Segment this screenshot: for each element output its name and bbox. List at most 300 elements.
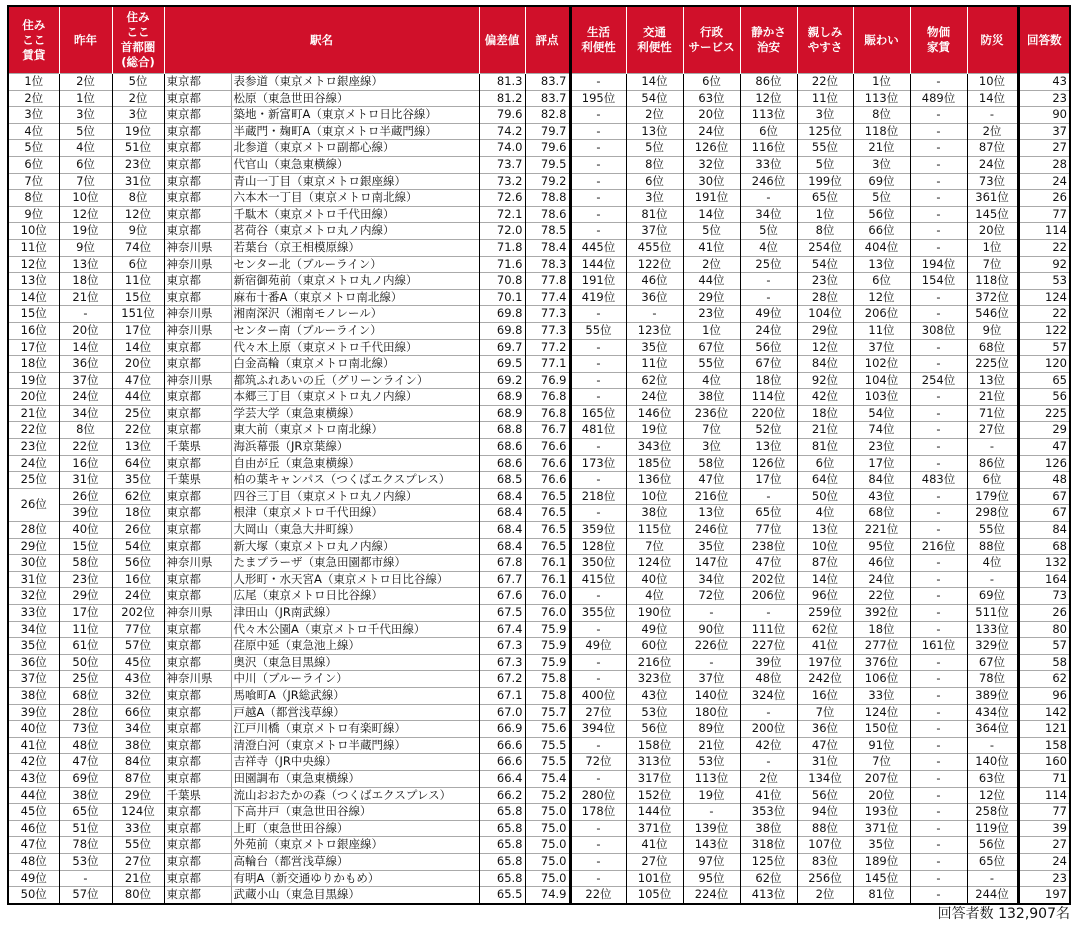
cell-respondents: 122: [1018, 322, 1070, 339]
cell-safety: -: [740, 190, 797, 207]
cell-metro-overall: 11位: [112, 273, 164, 290]
cell-disaster: 78位: [967, 671, 1018, 688]
cell-rank: 36位: [8, 654, 59, 671]
cell-prefecture: 東京都: [164, 538, 231, 555]
cell-safety: 318位: [740, 837, 797, 854]
cell-deviation: 69.5: [479, 356, 525, 373]
cell-friendliness: 12位: [797, 339, 853, 356]
cell-friendliness: 81位: [797, 439, 853, 456]
cell-respondents: 73: [1018, 588, 1070, 605]
cell-safety: 113位: [740, 107, 797, 124]
header-respondents: 回答数: [1018, 6, 1070, 74]
cell-transport: 14位: [626, 74, 683, 91]
cell-administration: 147位: [683, 555, 740, 572]
table-row: [8, 273, 1070, 290]
cell-living: -: [570, 588, 626, 605]
cell-friendliness: 259位: [797, 605, 853, 622]
cell-metro-overall: 22位: [112, 422, 164, 439]
cell-friendliness: 56位: [797, 787, 853, 804]
cell-respondents: 197: [1018, 887, 1070, 904]
cell-station-name: 流山おおたかの森（つくばエクスプレス）: [231, 787, 479, 804]
cell-prefecture: 東京都: [164, 156, 231, 173]
cell-safety: 56位: [740, 339, 797, 356]
cell-administration: 44位: [683, 273, 740, 290]
cell-previous-year: 31位: [59, 472, 112, 489]
cell-liveliness: 74位: [853, 422, 910, 439]
cell-metro-overall: 15位: [112, 289, 164, 306]
cell-friendliness: 50位: [797, 488, 853, 505]
cell-rank: 29位: [8, 538, 59, 555]
cell-score: 76.0: [525, 588, 570, 605]
cell-station-name: 高輪台（都営浅草線）: [231, 853, 479, 870]
cell-living: 400位: [570, 687, 626, 704]
cell-transport: 216位: [626, 654, 683, 671]
cell-rank: 45位: [8, 804, 59, 821]
cell-transport: 158位: [626, 737, 683, 754]
cell-living: -: [570, 223, 626, 240]
table-row: [8, 605, 1070, 622]
cell-previous-year: -: [59, 870, 112, 887]
cell-friendliness: 3位: [797, 107, 853, 124]
cell-prices: -: [910, 787, 967, 804]
cell-prices: -: [910, 206, 967, 223]
cell-metro-overall: 31位: [112, 173, 164, 190]
cell-liveliness: 95位: [853, 538, 910, 555]
cell-liveliness: 22位: [853, 588, 910, 605]
cell-living: -: [570, 107, 626, 124]
cell-score: 75.9: [525, 638, 570, 655]
cell-previous-year: 26位: [59, 488, 112, 505]
cell-transport: 35位: [626, 339, 683, 356]
cell-deviation: 67.4: [479, 621, 525, 638]
table-row: [8, 538, 1070, 555]
cell-friendliness: 21位: [797, 422, 853, 439]
table-row: [8, 505, 1070, 522]
cell-prices: -: [910, 837, 967, 854]
cell-metro-overall: 21位: [112, 870, 164, 887]
cell-administration: 113位: [683, 770, 740, 787]
cell-living: 445位: [570, 239, 626, 256]
cell-safety: 39位: [740, 654, 797, 671]
table-row: [8, 455, 1070, 472]
cell-respondents: 92: [1018, 256, 1070, 273]
cell-disaster: 361位: [967, 190, 1018, 207]
cell-administration: 13位: [683, 505, 740, 522]
cell-friendliness: 107位: [797, 837, 853, 854]
cell-deviation: 73.7: [479, 156, 525, 173]
cell-administration: 126位: [683, 140, 740, 157]
cell-disaster: 225位: [967, 356, 1018, 373]
header-administration: 行政 サービス: [683, 6, 740, 74]
cell-prices: -: [910, 588, 967, 605]
cell-prices: -: [910, 754, 967, 771]
cell-safety: 18位: [740, 372, 797, 389]
cell-score: 78.8: [525, 190, 570, 207]
cell-living: 195位: [570, 90, 626, 107]
cell-prices: 216位: [910, 538, 967, 555]
cell-rank: 11位: [8, 239, 59, 256]
cell-metro-overall: 20位: [112, 356, 164, 373]
cell-station-name: 新大塚（東京メトロ丸ノ内線）: [231, 538, 479, 555]
cell-safety: 47位: [740, 555, 797, 572]
cell-rank: 2位: [8, 90, 59, 107]
cell-prefecture: 東京都: [164, 273, 231, 290]
cell-prices: 489位: [910, 90, 967, 107]
cell-liveliness: 18位: [853, 621, 910, 638]
cell-previous-year: 65位: [59, 804, 112, 821]
cell-disaster: 119位: [967, 820, 1018, 837]
cell-score: 76.1: [525, 571, 570, 588]
cell-metro-overall: 44位: [112, 389, 164, 406]
cell-liveliness: 66位: [853, 223, 910, 240]
cell-living: -: [570, 820, 626, 837]
table-row: [8, 422, 1070, 439]
cell-prefecture: 東京都: [164, 571, 231, 588]
cell-administration: 89位: [683, 721, 740, 738]
cell-station-name: 武蔵小山（東急目黒線）: [231, 887, 479, 904]
cell-metro-overall: 17位: [112, 322, 164, 339]
cell-liveliness: 46位: [853, 555, 910, 572]
cell-prefecture: 東京都: [164, 522, 231, 539]
cell-station-name: センター北（ブルーライン）: [231, 256, 479, 273]
cell-safety: 246位: [740, 173, 797, 190]
cell-transport: 40位: [626, 571, 683, 588]
cell-safety: 65位: [740, 505, 797, 522]
header-liveliness: 賑わい: [853, 6, 910, 74]
cell-prefecture: 神奈川県: [164, 372, 231, 389]
cell-respondents: 47: [1018, 439, 1070, 456]
cell-friendliness: 4位: [797, 505, 853, 522]
cell-score: 83.7: [525, 90, 570, 107]
cell-living: -: [570, 654, 626, 671]
cell-metro-overall: 16位: [112, 571, 164, 588]
cell-station-name: 湘南深沢（湘南モノレール）: [231, 306, 479, 323]
cell-safety: 111位: [740, 621, 797, 638]
header-previous-year: 昨年: [59, 6, 112, 74]
cell-living: -: [570, 339, 626, 356]
cell-transport: 2位: [626, 107, 683, 124]
cell-prefecture: 東京都: [164, 754, 231, 771]
cell-transport: 37位: [626, 223, 683, 240]
cell-safety: 126位: [740, 455, 797, 472]
cell-prefecture: 東京都: [164, 721, 231, 738]
cell-rank: 35位: [8, 638, 59, 655]
cell-rank: 5位: [8, 140, 59, 157]
cell-deviation: 67.5: [479, 605, 525, 622]
cell-liveliness: 113位: [853, 90, 910, 107]
cell-living: -: [570, 837, 626, 854]
cell-deviation: 67.3: [479, 654, 525, 671]
cell-safety: 49位: [740, 306, 797, 323]
cell-score: 75.0: [525, 853, 570, 870]
cell-prefecture: 東京都: [164, 687, 231, 704]
table-body: [8, 74, 1070, 904]
cell-liveliness: 24位: [853, 571, 910, 588]
cell-prices: -: [910, 571, 967, 588]
table-row: [8, 239, 1070, 256]
cell-transport: 3位: [626, 190, 683, 207]
cell-prefecture: 東京都: [164, 289, 231, 306]
cell-administration: 226位: [683, 638, 740, 655]
cell-prices: -: [910, 887, 967, 904]
cell-prefecture: 東京都: [164, 339, 231, 356]
cell-respondents: 65: [1018, 372, 1070, 389]
cell-prefecture: 神奈川県: [164, 555, 231, 572]
table-row: [8, 190, 1070, 207]
cell-friendliness: 96位: [797, 588, 853, 605]
cell-respondents: 28: [1018, 156, 1070, 173]
cell-rank: 44位: [8, 787, 59, 804]
cell-prices: -: [910, 289, 967, 306]
cell-previous-year: 20位: [59, 322, 112, 339]
cell-metro-overall: 34位: [112, 721, 164, 738]
cell-station-name: 新宿御苑前（東京メトロ丸ノ内線）: [231, 273, 479, 290]
cell-rank: 50位: [8, 887, 59, 904]
cell-respondents: 142: [1018, 704, 1070, 721]
cell-friendliness: 65位: [797, 190, 853, 207]
cell-previous-year: 40位: [59, 522, 112, 539]
cell-metro-overall: 25位: [112, 405, 164, 422]
cell-deviation: 67.3: [479, 638, 525, 655]
cell-administration: 55位: [683, 356, 740, 373]
cell-administration: 20位: [683, 107, 740, 124]
cell-rank: 10位: [8, 223, 59, 240]
cell-respondents: 96: [1018, 687, 1070, 704]
cell-respondents: 120: [1018, 356, 1070, 373]
cell-previous-year: 17位: [59, 605, 112, 622]
cell-previous-year: 57位: [59, 887, 112, 904]
cell-rank: 28位: [8, 522, 59, 539]
cell-liveliness: 81位: [853, 887, 910, 904]
table-row: [8, 488, 1070, 505]
cell-deviation: 70.8: [479, 273, 525, 290]
cell-liveliness: 103位: [853, 389, 910, 406]
cell-score: 76.8: [525, 389, 570, 406]
cell-prefecture: 東京都: [164, 887, 231, 904]
cell-previous-year: 9位: [59, 239, 112, 256]
table-header-row: [8, 6, 1070, 74]
cell-friendliness: 7位: [797, 704, 853, 721]
cell-score: 78.4: [525, 239, 570, 256]
cell-administration: 47位: [683, 472, 740, 489]
cell-friendliness: 87位: [797, 555, 853, 572]
cell-deviation: 67.6: [479, 588, 525, 605]
cell-prices: 308位: [910, 322, 967, 339]
table-row: [8, 687, 1070, 704]
cell-previous-year: 2位: [59, 74, 112, 91]
cell-respondents: 132: [1018, 555, 1070, 572]
cell-transport: 43位: [626, 687, 683, 704]
cell-safety: -: [740, 273, 797, 290]
cell-deviation: 68.6: [479, 439, 525, 456]
cell-friendliness: 11位: [797, 90, 853, 107]
cell-living: 355位: [570, 605, 626, 622]
cell-disaster: -: [967, 737, 1018, 754]
table-row: [8, 853, 1070, 870]
cell-deviation: 69.2: [479, 372, 525, 389]
cell-prefecture: 神奈川県: [164, 671, 231, 688]
cell-rank: 16位: [8, 322, 59, 339]
table-row: [8, 472, 1070, 489]
table-row: [8, 140, 1070, 157]
cell-respondents: 71: [1018, 770, 1070, 787]
cell-score: 77.3: [525, 306, 570, 323]
cell-respondents: 43: [1018, 74, 1070, 91]
cell-previous-year: 39位: [59, 505, 112, 522]
cell-friendliness: 16位: [797, 687, 853, 704]
cell-friendliness: 54位: [797, 256, 853, 273]
cell-respondents: 26: [1018, 605, 1070, 622]
cell-transport: 323位: [626, 671, 683, 688]
cell-score: 76.5: [525, 488, 570, 505]
cell-previous-year: 78位: [59, 837, 112, 854]
cell-station-name: 馬喰町A（JR総武線）: [231, 687, 479, 704]
cell-safety: -: [740, 488, 797, 505]
cell-rank: 17位: [8, 339, 59, 356]
cell-metro-overall: 57位: [112, 638, 164, 655]
cell-rank: 19位: [8, 372, 59, 389]
cell-rank: 46位: [8, 820, 59, 837]
cell-administration: 53位: [683, 754, 740, 771]
cell-deviation: 69.8: [479, 306, 525, 323]
table-row: [8, 123, 1070, 140]
cell-deviation: 68.4: [479, 505, 525, 522]
cell-administration: 37位: [683, 671, 740, 688]
cell-respondents: 23: [1018, 870, 1070, 887]
cell-station-name: 柏の葉キャンパス（つくばエクスプレス）: [231, 472, 479, 489]
cell-respondents: 57: [1018, 638, 1070, 655]
cell-living: -: [570, 306, 626, 323]
cell-metro-overall: 18位: [112, 505, 164, 522]
cell-metro-overall: 55位: [112, 837, 164, 854]
cell-living: -: [570, 853, 626, 870]
cell-transport: 27位: [626, 853, 683, 870]
cell-safety: 413位: [740, 887, 797, 904]
cell-administration: 63位: [683, 90, 740, 107]
cell-safety: 77位: [740, 522, 797, 539]
cell-score: 75.7: [525, 704, 570, 721]
cell-metro-overall: 13位: [112, 439, 164, 456]
cell-station-name: 代官山（東急東横線）: [231, 156, 479, 173]
cell-metro-overall: 51位: [112, 140, 164, 157]
cell-administration: 14位: [683, 206, 740, 223]
cell-prices: -: [910, 405, 967, 422]
cell-living: -: [570, 372, 626, 389]
cell-station-name: 茗荷谷（東京メトロ丸ノ内線）: [231, 223, 479, 240]
cell-administration: 246位: [683, 522, 740, 539]
respondent-total-value: 132,907名: [998, 906, 1070, 922]
cell-liveliness: 207位: [853, 770, 910, 787]
cell-score: 79.6: [525, 140, 570, 157]
cell-rank: 37位: [8, 671, 59, 688]
cell-score: 75.6: [525, 721, 570, 738]
cell-station-name: 田園調布（東急東横線）: [231, 770, 479, 787]
cell-living: -: [570, 206, 626, 223]
cell-deviation: 74.0: [479, 140, 525, 157]
cell-prefecture: 東京都: [164, 140, 231, 157]
cell-previous-year: 68位: [59, 687, 112, 704]
cell-deviation: 69.8: [479, 322, 525, 339]
cell-metro-overall: 29位: [112, 787, 164, 804]
cell-prefecture: 東京都: [164, 820, 231, 837]
cell-station-name: 海浜幕張（JR京葉線）: [231, 439, 479, 456]
cell-prefecture: 千葉県: [164, 439, 231, 456]
cell-friendliness: 2位: [797, 887, 853, 904]
cell-living: 173位: [570, 455, 626, 472]
table-row: [8, 837, 1070, 854]
cell-disaster: 63位: [967, 770, 1018, 787]
cell-disaster: 21位: [967, 389, 1018, 406]
cell-previous-year: 29位: [59, 588, 112, 605]
cell-friendliness: 94位: [797, 804, 853, 821]
cell-station-name: 有明A（新交通ゆりかもめ）: [231, 870, 479, 887]
cell-friendliness: 29位: [797, 322, 853, 339]
header-friendliness: 親しみ やすさ: [797, 6, 853, 74]
cell-respondents: 84: [1018, 522, 1070, 539]
cell-rank: 21位: [8, 405, 59, 422]
cell-respondents: 22: [1018, 306, 1070, 323]
cell-metro-overall: 45位: [112, 654, 164, 671]
cell-transport: 144位: [626, 804, 683, 821]
cell-rank: 24位: [8, 455, 59, 472]
cell-friendliness: 13位: [797, 522, 853, 539]
cell-disaster: 71位: [967, 405, 1018, 422]
cell-deviation: 65.8: [479, 870, 525, 887]
cell-safety: 62位: [740, 870, 797, 887]
cell-living: -: [570, 770, 626, 787]
cell-prefecture: 東京都: [164, 223, 231, 240]
cell-metro-overall: 14位: [112, 339, 164, 356]
cell-friendliness: 55位: [797, 140, 853, 157]
cell-rank: 7位: [8, 173, 59, 190]
cell-station-name: 吉祥寺（JR中央線）: [231, 754, 479, 771]
cell-rank: 23位: [8, 439, 59, 456]
cell-score: 75.8: [525, 671, 570, 688]
cell-respondents: 37: [1018, 123, 1070, 140]
cell-disaster: 10位: [967, 74, 1018, 91]
cell-metro-overall: 6位: [112, 256, 164, 273]
cell-safety: 220位: [740, 405, 797, 422]
cell-transport: 185位: [626, 455, 683, 472]
cell-friendliness: 92位: [797, 372, 853, 389]
cell-liveliness: 12位: [853, 289, 910, 306]
cell-score: 79.2: [525, 173, 570, 190]
cell-station-name: 根津（東京メトロ千代田線）: [231, 505, 479, 522]
cell-friendliness: 23位: [797, 273, 853, 290]
cell-previous-year: 53位: [59, 853, 112, 870]
cell-living: 72位: [570, 754, 626, 771]
cell-friendliness: 36位: [797, 721, 853, 738]
cell-disaster: 86位: [967, 455, 1018, 472]
cell-respondents: 53: [1018, 273, 1070, 290]
cell-score: 76.5: [525, 522, 570, 539]
cell-prices: -: [910, 820, 967, 837]
table-row: [8, 306, 1070, 323]
cell-score: 76.9: [525, 372, 570, 389]
cell-metro-overall: 74位: [112, 239, 164, 256]
cell-rank: 41位: [8, 737, 59, 754]
cell-station-name: 上町（東急世田谷線）: [231, 820, 479, 837]
cell-liveliness: 145位: [853, 870, 910, 887]
cell-respondents: 58: [1018, 654, 1070, 671]
cell-previous-year: 16位: [59, 455, 112, 472]
cell-transport: 115位: [626, 522, 683, 539]
cell-living: 415位: [570, 571, 626, 588]
cell-prefecture: 東京都: [164, 356, 231, 373]
cell-deviation: 72.1: [479, 206, 525, 223]
cell-friendliness: 14位: [797, 571, 853, 588]
cell-transport: 54位: [626, 90, 683, 107]
